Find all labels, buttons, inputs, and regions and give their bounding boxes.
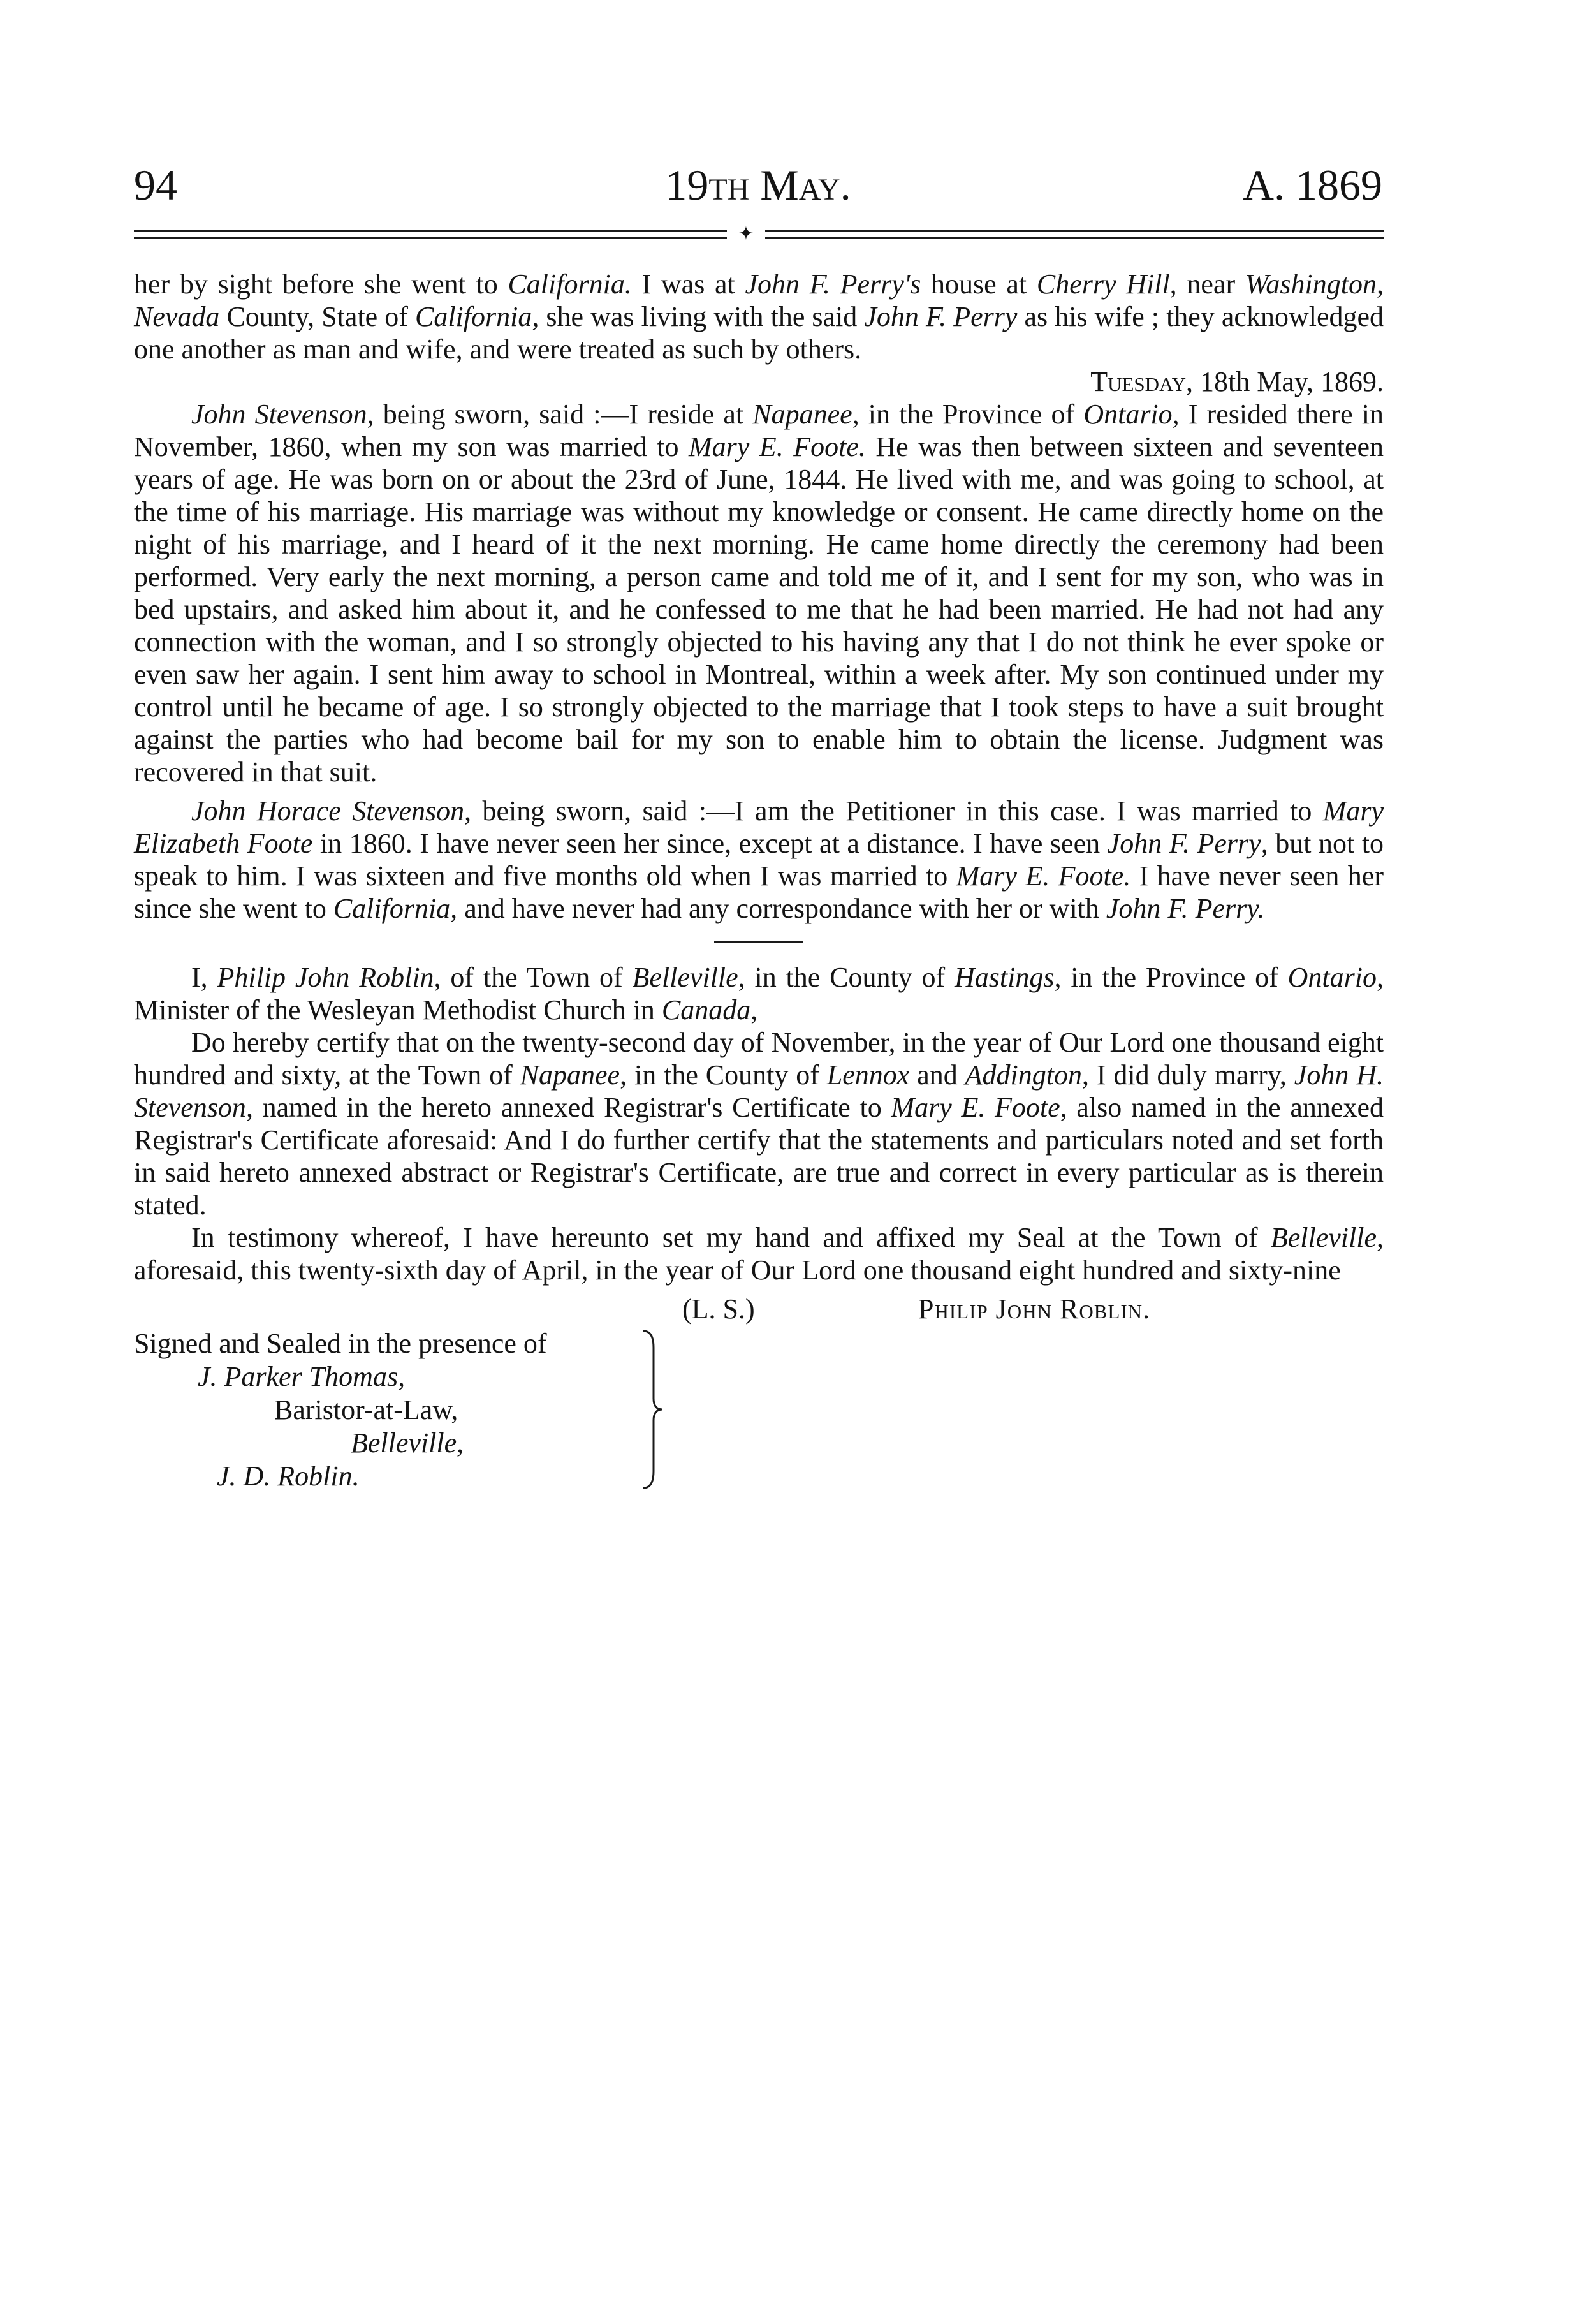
person-name: Philip John Roblin bbox=[217, 962, 434, 993]
certificate-intro bbox=[134, 961, 1384, 1026]
place-name: California, bbox=[414, 301, 539, 332]
text: , being sworn, said :—I am the Petitioner in this case. I was married to bbox=[464, 795, 1323, 827]
text: Do hereby certify that on the twenty-second day of November, in the year of Our Lord one thousand eight hundred and sixty, at the Town of bbox=[134, 1027, 1384, 1091]
text: , named in the hereto annexed Registrar's Certificate to bbox=[245, 1092, 891, 1123]
person-name: John H. Stevenson bbox=[134, 1059, 1384, 1123]
text: her by sight before she went to bbox=[134, 268, 508, 300]
place-name: Belleville bbox=[632, 962, 738, 993]
text: , in the Province of bbox=[1054, 962, 1288, 993]
text: He was then between sixteen and seventeen years of age. He was born on or about the 23rd of June, 1844. He lived with me, and was going to school, at the time of his marriage. His marriage was without my knowledge or consent. He came directly home on the night of his marriage, and I heard of it the next morning. He came home directly the ceremony had been performed. Very early the next morning, a person came and told me of it, and I sent for my son, who was in bed upstairs, and asked him about it, and he confessed to me that he had been married. He had not had any connection with the woman, and I so strongly objected to his having any that I do not think he ever spoke or even saw her again. I sent him away to school in Montreal, within a week after. My son continued under my control until he became of age. I so strongly objected to the marriage that I took steps to have a suit brought against the parties who had become bail for my son to enable him to obtain the license. Judgment was recovered in that suit. bbox=[134, 431, 1384, 788]
dateline-date: , 18th May, 1869. bbox=[1185, 366, 1384, 397]
text: I resided there in November, 1860, when my son was married to bbox=[134, 399, 1384, 462]
text: , being sworn, said :—I reside at bbox=[367, 399, 753, 430]
text: and have never had any correspondance with her or with bbox=[457, 893, 1106, 924]
text: , in the County of bbox=[738, 962, 955, 993]
text: near bbox=[1176, 268, 1245, 300]
person-name: John Stevenson bbox=[191, 399, 367, 430]
signatory-name: Philip John Roblin. bbox=[918, 1293, 1151, 1325]
text: in 1860. I have never seen her since, except at a distance. I have seen bbox=[312, 828, 1108, 859]
witness-block bbox=[134, 1327, 1384, 1493]
text: I was at bbox=[631, 268, 745, 300]
text: as his wife ; they acknowledged one another as man and wife, and were treated as such by others. bbox=[134, 301, 1384, 365]
testimony-john-stevenson bbox=[134, 398, 1384, 788]
place-name: Ontario bbox=[1287, 962, 1377, 993]
header-year: A. 1869 bbox=[1242, 161, 1382, 209]
testimony-john-horace-stevenson bbox=[134, 795, 1384, 925]
text: , but not to speak to him. I was sixteen and five months old when I was married to bbox=[134, 828, 1384, 892]
signature-line bbox=[134, 1286, 1384, 1327]
place-name: Ontario, bbox=[1083, 399, 1180, 430]
person-name: Mary E. Foote bbox=[891, 1092, 1060, 1123]
text: , Minister of the Wesleyan Methodist Church in bbox=[134, 962, 1384, 1026]
text: she was living with the said bbox=[539, 301, 865, 332]
text: , in the County of bbox=[620, 1059, 827, 1091]
place-name: Lennox bbox=[826, 1059, 910, 1091]
person-name: John Horace Stevenson bbox=[191, 795, 465, 827]
text: , I did duly marry, bbox=[1081, 1059, 1294, 1091]
person-name: John F. Perry bbox=[1107, 828, 1261, 859]
place-name: Hastings bbox=[955, 962, 1055, 993]
dateline bbox=[134, 365, 1384, 398]
place-name: Belleville bbox=[1270, 1222, 1377, 1253]
text: , aforesaid, this twenty-sixth day of April, in the year of Our Lord one thousand eight hundred and sixty-nine bbox=[134, 1222, 1384, 1286]
text: house at bbox=[921, 268, 1037, 300]
page-number: 94 bbox=[134, 161, 177, 209]
text: , bbox=[750, 994, 758, 1026]
body-text bbox=[134, 268, 1384, 1493]
rule-ornament-icon: ✦ bbox=[727, 227, 765, 241]
place-name: California, bbox=[333, 893, 458, 924]
person-name: Mary E. Foote. bbox=[689, 431, 866, 462]
place-name: Napanee bbox=[520, 1059, 620, 1091]
header-date: 19th May. bbox=[665, 161, 851, 209]
right-brace-icon bbox=[641, 1328, 666, 1490]
witness-intro: Signed and Sealed in the presence of bbox=[134, 1328, 547, 1359]
text: , also named in the annexed Registrar's Certificate aforesaid: And I do further certify that the statements and particulars noted and set forth in said hereto annexed abstract or Registrar's Certificate, are true and correct in every particular as is therein stated. bbox=[134, 1092, 1384, 1221]
text: and bbox=[909, 1059, 965, 1091]
section-divider bbox=[714, 941, 803, 943]
dateline-day: Tuesday bbox=[1090, 366, 1186, 397]
testimony-clause bbox=[134, 1221, 1384, 1286]
text: I have never seen her since she went to bbox=[134, 860, 1384, 924]
text: , of the Town of bbox=[434, 962, 633, 993]
place-name: Addington bbox=[965, 1059, 1082, 1091]
place-name: Cherry Hill, bbox=[1036, 268, 1177, 300]
place-name: Washington, Nevada bbox=[134, 268, 1384, 332]
person-name: Mary Elizabeth Foote bbox=[134, 795, 1384, 859]
witness-title: Baristor-at-Law, bbox=[274, 1394, 458, 1425]
place-name: Napanee bbox=[752, 399, 852, 430]
person-name: Mary E. Foote. bbox=[956, 860, 1131, 892]
place-name: Canada bbox=[661, 994, 751, 1026]
text: County, State of bbox=[219, 301, 415, 332]
witness-name: J. Parker Thomas, bbox=[198, 1361, 406, 1392]
person-name: John F. Perry's bbox=[745, 268, 921, 300]
text: , in the Province of bbox=[852, 399, 1084, 430]
paragraph-continuation bbox=[134, 268, 1384, 365]
place-name: California. bbox=[508, 268, 632, 300]
witness-name: J. D. Roblin. bbox=[217, 1460, 360, 1492]
running-head bbox=[134, 150, 1382, 220]
text: I, bbox=[191, 962, 217, 993]
person-name: John F. Perry bbox=[864, 301, 1018, 332]
certificate-body bbox=[134, 1026, 1384, 1221]
seal-mark: (L. S.) bbox=[682, 1293, 755, 1325]
person-name: John F. Perry. bbox=[1106, 893, 1265, 924]
text: In testimony whereof, I have hereunto set my hand and affixed my Seal at the Town of bbox=[191, 1222, 1271, 1253]
witness-location: Belleville, bbox=[351, 1427, 464, 1459]
